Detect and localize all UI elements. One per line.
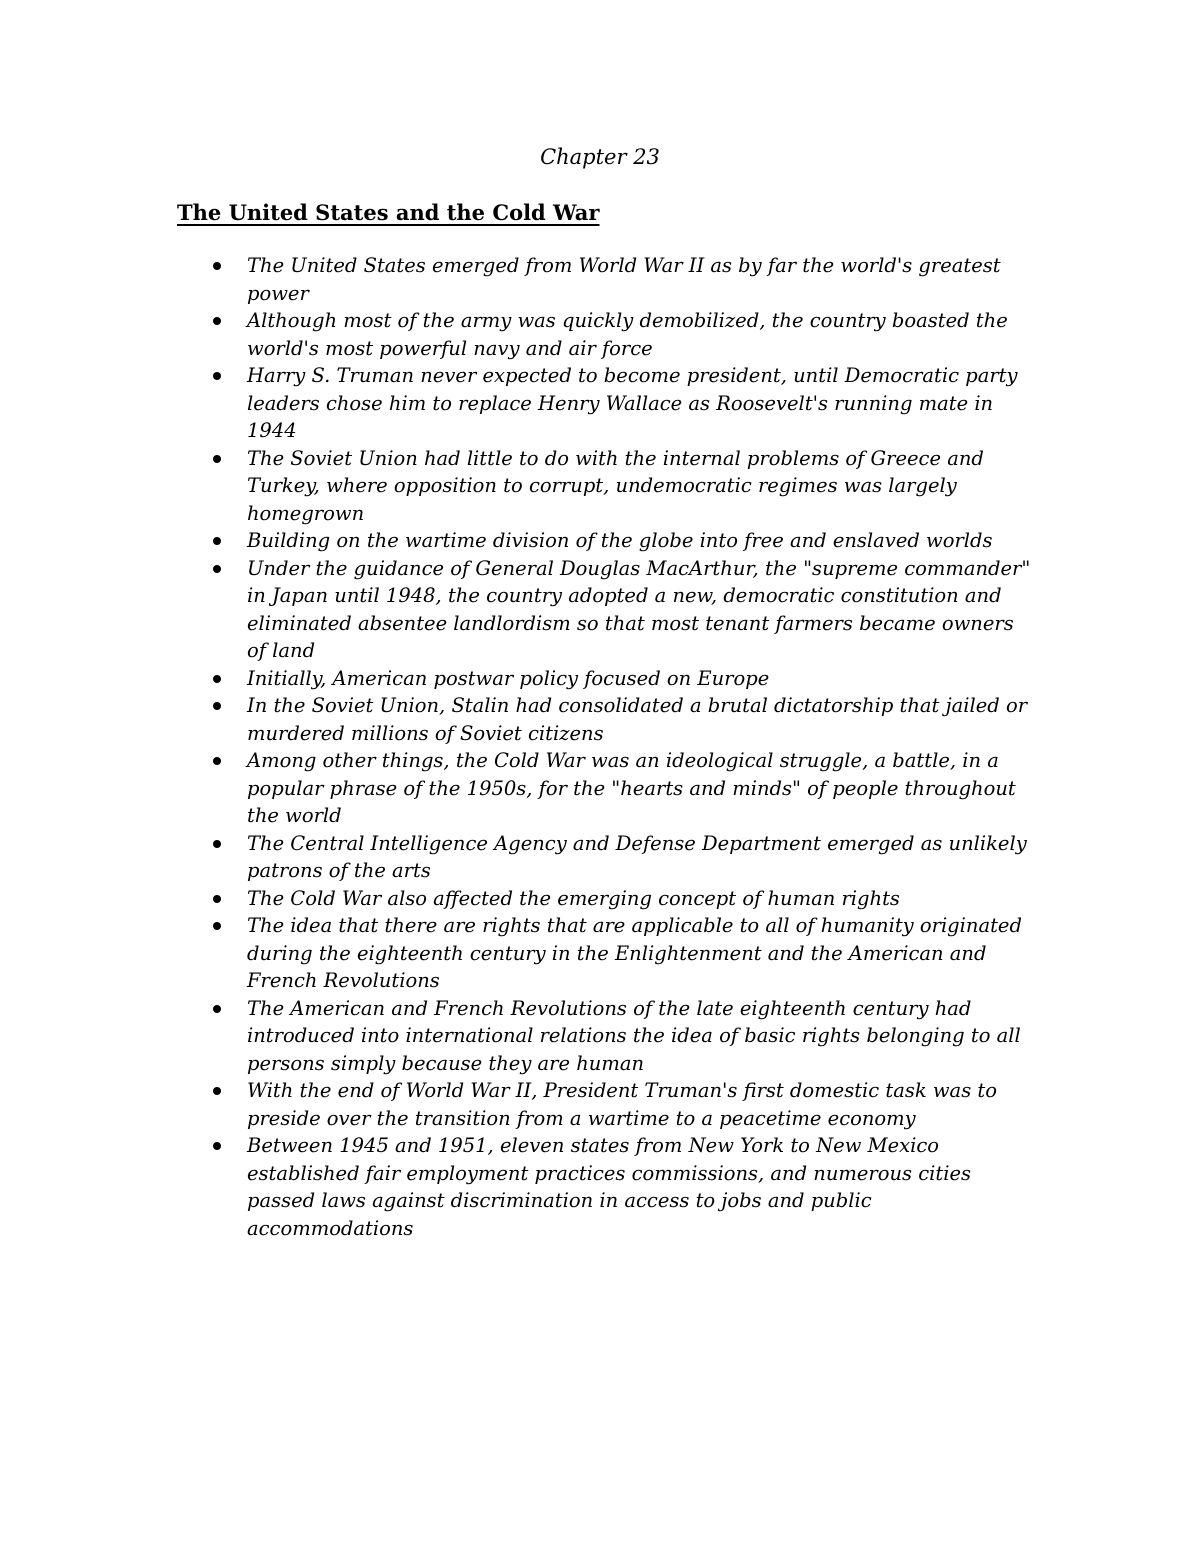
- list-item: [205, 665, 1035, 693]
- list-item: [205, 445, 1035, 528]
- list-item: [205, 830, 1035, 885]
- list-item-text: The Soviet Union had little to do with the internal problems of Greece and Turkey, where opposition to corrupt, undemocratic regimes was largely homegrown: [247, 446, 984, 525]
- list-item-text: The American and French Revolutions of the late eighteenth century had introduced into international relations the idea of basic rights belonging to all persons simply because they are human: [247, 996, 1021, 1075]
- list-item-text: The idea that there are rights that are applicable to all of humanity originated during the eighteenth century in the Enlightenment and the American and French Revolutions: [247, 914, 1022, 992]
- list-item: [205, 252, 1035, 307]
- list-item: [205, 1077, 1035, 1132]
- bullet-icon: [213, 1087, 221, 1095]
- list-item-text: Although most of the army was quickly demobilized, the country boasted the world's most powerful navy and air force: [247, 309, 1008, 360]
- bullet-icon: [213, 455, 221, 463]
- list-item: [205, 307, 1035, 362]
- bullet-icon: [213, 1142, 221, 1150]
- bullet-icon: [213, 317, 221, 325]
- document-title: The United States and the Cold War: [177, 200, 600, 225]
- bullet-icon: [213, 1005, 221, 1013]
- list-item-text: Harry S. Truman never expected to become president, until Democratic party leaders chose him to replace Henry Wallace as Roosevelt's running mate in 1944: [247, 364, 1018, 442]
- bullet-icon: [213, 262, 221, 270]
- bullet-icon: [213, 840, 221, 848]
- chapter-heading: Chapter 23: [540, 145, 660, 169]
- bullet-icon: [213, 537, 221, 545]
- list-item-text: Between 1945 and 1951, eleven states from New York to New Mexico established fair employment practices commissions, and numerous cities passed laws against discrimination in access to jobs and public accommodations: [247, 1134, 972, 1240]
- list-item-text: With the end of World War II, President Truman's first domestic task was to preside over the transition from a wartime to a peacetime economy: [247, 1079, 997, 1130]
- bullet-icon: [213, 702, 221, 710]
- bullet-list: [205, 252, 1035, 1242]
- list-item: [205, 692, 1035, 747]
- list-item: [205, 1132, 1035, 1242]
- bullet-icon: [213, 675, 221, 683]
- list-item: [205, 912, 1035, 995]
- list-item-text: Initially, American postwar policy focused on Europe: [247, 666, 770, 690]
- bullet-icon: [213, 757, 221, 765]
- list-item-text: Building on the wartime division of the globe into free and enslaved worlds: [247, 529, 993, 552]
- list-item-text: The Central Intelligence Agency and Defense Department emerged as unlikely patrons of the arts: [247, 831, 1027, 882]
- list-item: [205, 527, 1035, 555]
- list-item: [205, 995, 1035, 1078]
- list-item: [205, 747, 1035, 830]
- bullet-icon: [213, 565, 221, 573]
- list-item-text: Among other things, the Cold War was an ideological struggle, a battle, in a popular phrase of the 1950s, for the "hearts and minds" of people throughout the world: [247, 749, 1016, 827]
- bullet-icon: [213, 372, 221, 380]
- list-item-text: In the Soviet Union, Stalin had consolidated a brutal dictatorship that jailed or murdered millions of Soviet citizens: [247, 694, 1028, 745]
- list-item: [205, 555, 1035, 665]
- bullet-icon: [213, 895, 221, 903]
- list-item-text: The Cold War also affected the emerging concept of human rights: [247, 886, 900, 910]
- list-item-text: The United States emerged from World War II as by far the world's greatest power: [247, 254, 1001, 305]
- list-item: [205, 885, 1035, 913]
- list-item: [205, 362, 1035, 445]
- bullet-icon: [213, 922, 221, 930]
- list-item-text: Under the guidance of General Douglas MacArthur, the "supreme commander" in Japan until 1948, the country adopted a new, democratic constitution and eliminated absentee landlordism so that most tenant farmers became owners of land: [247, 556, 1031, 662]
